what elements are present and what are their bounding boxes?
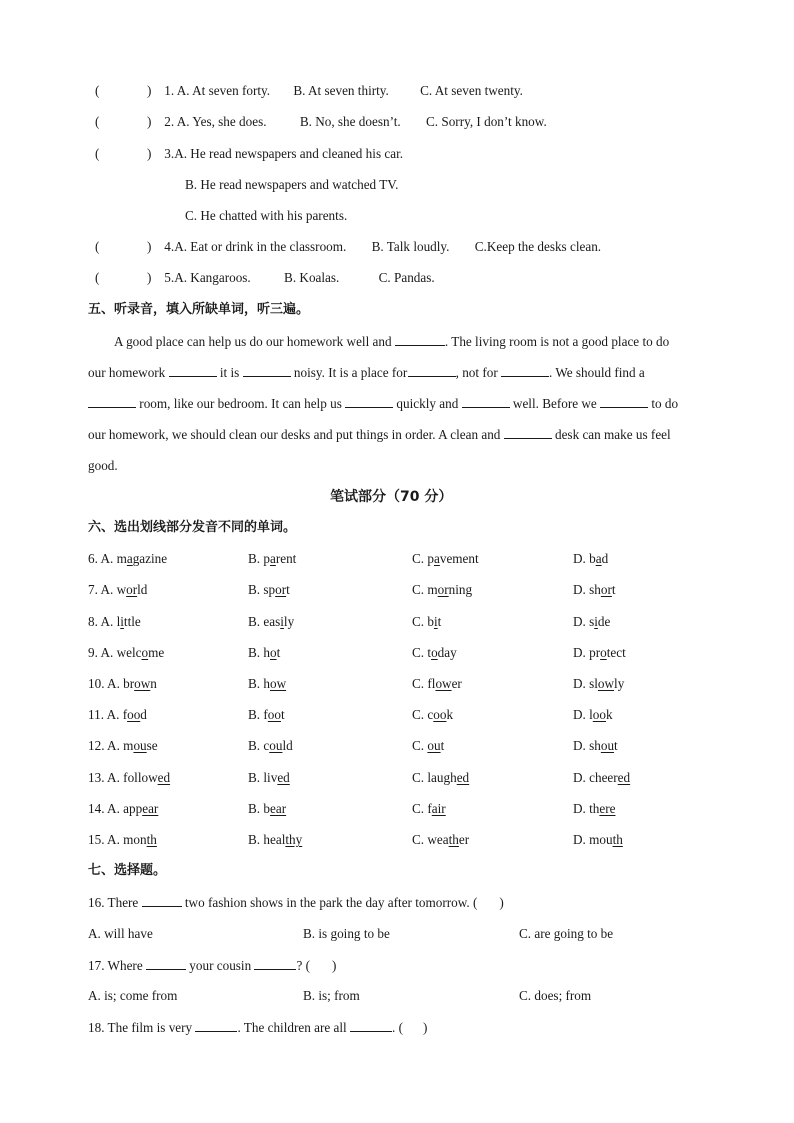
underlined-letters: oo [267,707,281,722]
question-text: 17. Where [88,958,143,973]
question-5 [95,269,435,287]
word-part: ly [614,676,625,691]
word-option-c [412,675,462,693]
blank-9[interactable] [600,394,648,408]
question-text: ? ( [296,958,311,973]
underlined-letters: ere [599,801,616,816]
underlined-letters: or [437,582,449,597]
underlined-letters: i [120,614,124,629]
underlined-letters: oo [433,707,447,722]
answer-bracket[interactable]: ( ) [95,146,152,161]
question-16 [88,893,504,912]
word-part: C. b [412,614,434,629]
word-part: C. f [412,801,432,816]
word-part: D. s [573,614,595,629]
word-part: app [123,801,143,816]
question-18 [88,1018,427,1037]
word-option-c [412,706,453,724]
word-part: D. sl [573,676,598,691]
word-option-a [88,644,164,662]
blank-1[interactable] [395,332,445,346]
blank-18b[interactable] [350,1018,392,1032]
option-a: A. Eat or drink in the classroom. [174,239,347,254]
item-number: 11. A. [88,707,120,722]
word-part: k [446,707,454,722]
word-option-d [573,613,610,631]
word-part: D. cheer [573,770,618,785]
word-part: n [150,676,157,691]
word-part: t [614,738,618,753]
word-part: br [123,676,135,691]
word-option-a [88,613,141,631]
word-part: tect [606,645,626,660]
word-part: t [280,707,285,722]
answer-bracket[interactable]: ( ) [95,270,152,285]
word-option-d [573,769,630,787]
cloze-line-2 [88,363,706,382]
underlined-letters: o [600,645,607,660]
word-option-c [412,800,446,818]
option-b: B. He read newspapers and watched TV. [185,177,399,192]
word-part: C. laugh [412,770,457,785]
word-part: D. th [573,801,600,816]
cloze-text: our homework, we should clean our desks and put things in order. A clean and [88,427,501,442]
word-option-a [88,831,157,849]
word-part: D. pr [573,645,601,660]
word-part: B. h [248,645,270,660]
word-option-c [412,737,444,755]
underlined-letters: ear [269,801,287,816]
blank-8[interactable] [462,394,510,408]
question-text: . ( [392,1020,403,1035]
word-part: ning [448,582,473,597]
underlined-letters: or [126,582,138,597]
underlined-letters: ou [269,738,283,753]
underlined-letters: oo [127,707,141,722]
word-part: follow [123,770,158,785]
word-part: t [286,582,290,597]
word-option-a [88,581,147,599]
question-17 [88,956,336,975]
word-part: mon [123,832,147,847]
word-part: C. p [412,551,434,566]
option-a: A. Yes, she does. [176,114,267,129]
underlined-letters: o [141,645,149,660]
question-3 [95,145,403,163]
word-part: m [116,551,127,566]
word-option-c [412,613,441,631]
cloze-text: to do [651,396,679,411]
answer-bracket[interactable]: ( ) [95,114,152,129]
option-a: A. will have [88,926,153,941]
word-part: rent [275,551,297,566]
option-c: C. He chatted with his parents. [185,208,348,223]
underlined-letters: ow [435,676,452,691]
underlined-letters: a [595,551,602,566]
underlined-letters: ow [269,676,287,691]
word-part: B. f [248,707,268,722]
option-c: C. does; from [519,988,592,1003]
question-text: 18. The film is very [88,1020,193,1035]
question-1 [95,82,523,100]
item-number: 15. A. [88,832,120,847]
option-a: A. is; come from [88,988,178,1003]
cloze-text: room, like our bedroom. It can help us [139,396,342,411]
word-option-d [573,706,613,724]
cloze-text: . We should find a [549,365,645,380]
word-part: er [458,832,470,847]
option-c: C. Pandas. [378,270,435,285]
cloze-text: quickly and [396,396,459,411]
question-2 [95,113,547,131]
word-part: C. t [412,645,432,660]
word-option-c [412,550,479,568]
word-part: w [116,582,127,597]
underlined-letters: a [269,551,276,566]
word-option-b [248,550,296,568]
word-option-d [573,737,618,755]
word-part: D. l [573,707,593,722]
word-part: C. m [412,582,438,597]
cloze-text: well. Before we [512,396,597,411]
cloze-text: it is [219,365,240,380]
word-option-d [573,675,624,693]
word-part: B. p [248,551,270,566]
word-part: t [611,582,616,597]
word-option-a [88,737,158,755]
word-part: C. c [412,707,434,722]
answer-bracket[interactable]: ( ) [95,83,152,98]
cloze-line-1 [88,332,706,351]
cloze-text: . The living room is not a good place to do [444,334,670,349]
item-number: 12. A. [88,738,120,753]
question-number: 2. [164,114,175,129]
word-option-d [573,831,623,849]
question-number: 1. [164,83,175,98]
item-number: 14. A. [88,801,120,816]
underlined-letters: thy [285,832,303,847]
word-part: de [597,614,611,629]
word-option-a [88,800,158,818]
underlined-letters: ow [597,676,615,691]
question-text: your cousin [189,958,252,973]
word-option-c [412,831,469,849]
question-text: two fashion shows in the park the day after tomorrow. ( [184,895,478,910]
item-number: 13. A. [88,770,120,785]
word-part: t [440,738,445,753]
option-b: B. At seven thirty. [293,83,389,98]
underlined-letters: air [431,801,446,816]
option-b: B. is going to be [303,926,390,941]
word-part: C. fl [412,676,436,691]
word-part: l [116,614,121,629]
option-b: B. No, she doesn’t. [299,114,401,129]
question-text: ) [332,958,337,973]
underlined-letters: th [146,832,157,847]
word-part: D. sh [573,738,601,753]
underlined-letters: o [431,645,438,660]
underlined-letters: o [269,645,277,660]
word-part: ly [283,614,295,629]
word-part: B. heal [248,832,286,847]
word-option-d [573,581,616,599]
word-option-b [248,675,286,693]
section-6-heading: 六、选出划线部分发音不同的单词。 [88,520,297,535]
question-text: 16. There [88,895,139,910]
word-option-d [573,550,608,568]
word-option-b [248,706,285,724]
written-part-title: 笔试部分（70 分） [330,489,453,505]
word-part: ld [137,582,148,597]
word-option-d [573,800,615,818]
blank-3[interactable] [243,363,291,377]
word-part: m [123,738,134,753]
word-part: t [437,614,442,629]
blank-5[interactable] [501,363,549,377]
word-option-c [412,769,469,787]
word-part: d [140,707,147,722]
word-part: k [605,707,613,722]
cloze-line-5: good. [88,458,118,473]
word-part: f [122,707,128,722]
underlined-letters: ed [456,770,470,785]
cloze-line-3 [88,394,706,413]
underlined-letters: ou [133,738,147,753]
underlined-letters: th [448,832,459,847]
blank-4[interactable] [408,363,456,377]
option-a: A. Kangaroos. [174,270,251,285]
word-part: welc [116,645,142,660]
question-text: ) [423,1020,428,1035]
word-option-b [248,737,293,755]
word-part: d [601,551,609,566]
word-part: D. b [573,551,596,566]
underlined-letters: a [126,551,133,566]
item-number: 7. A. [88,582,114,597]
word-part: se [146,738,158,753]
underlined-letters: oo [592,707,606,722]
word-option-c [412,581,472,599]
word-part: ttle [123,614,141,629]
underlined-letters: a [433,551,440,566]
blank-7[interactable] [345,394,393,408]
word-option-b [248,769,290,787]
word-option-b [248,831,302,849]
word-part: me [148,645,165,660]
cloze-text: , not for [455,365,498,380]
word-part: ld [282,738,293,753]
item-number: 6. A. [88,551,114,566]
word-part: er [451,676,462,691]
word-part: B. sp [248,582,276,597]
word-part: t [276,645,281,660]
word-part: day [437,645,457,660]
word-option-b [248,613,294,631]
underlined-letters: ow [134,676,151,691]
word-option-a [88,550,167,568]
question-text: ) [499,895,504,910]
question-4 [95,238,601,256]
question-number: 4. [164,239,175,254]
underlined-letters: ou [427,738,441,753]
underlined-letters: ed [157,770,171,785]
word-option-d [573,644,626,662]
option-c: C.Keep the desks clean. [474,239,602,254]
word-part: B. h [248,676,270,691]
word-option-a [88,675,157,693]
question-number: 3. [164,146,175,161]
blank-17a[interactable] [146,956,186,970]
word-option-b [248,800,286,818]
item-number: 9. A. [88,645,114,660]
word-option-c [412,644,457,662]
word-option-a [88,706,147,724]
option-c: C. At seven twenty. [420,83,523,98]
word-part: B. liv [248,770,278,785]
underlined-letters: or [600,582,612,597]
blank-10[interactable] [504,425,552,439]
word-part: B. b [248,801,270,816]
item-number: 10. A. [88,676,120,691]
word-part: vement [439,551,479,566]
option-b: B. is; from [303,988,360,1003]
blank-18a[interactable] [195,1018,237,1032]
underlined-letters: i [280,614,284,629]
underlined-letters: i [433,614,438,629]
word-option-a [88,769,170,787]
word-part: B. c [248,738,270,753]
underlined-letters: i [594,614,598,629]
section-7-heading: 七、选择题。 [88,863,167,878]
blank-16[interactable] [142,893,182,907]
word-part: C. [412,738,428,753]
underlined-letters: ear [142,801,159,816]
option-a: A. He read newspapers and cleaned his car. [174,146,404,161]
underlined-letters: ou [600,738,615,753]
question-text: . The children are all [237,1020,347,1035]
section-5-heading: 五、听录音，填入所缺单词，听三遍。 [88,302,310,317]
underlined-letters: ed [617,770,631,785]
item-number: 8. A. [88,614,114,629]
blank-2[interactable] [169,363,217,377]
word-part: gazine [132,551,168,566]
underlined-letters: or [275,582,287,597]
cloze-line-4 [88,425,706,444]
word-part: C. wea [412,832,449,847]
option-b: B. Talk loudly. [371,239,450,254]
option-c: C. are going to be [519,926,614,941]
blank-17b[interactable] [254,956,296,970]
question-number: 5. [164,270,175,285]
word-part: D. mou [573,832,613,847]
cloze-text: desk can make us feel [554,427,671,442]
cloze-text: our homework [88,365,166,380]
word-part: D. sh [573,582,601,597]
word-part: B. eas [248,614,281,629]
underlined-letters: th [612,832,623,847]
blank-6[interactable] [88,394,136,408]
word-option-b [248,581,290,599]
answer-bracket[interactable]: ( ) [95,239,152,254]
cloze-text: A good place can help us do our homework well and [114,334,392,349]
option-c: C. Sorry, I don’t know. [425,114,547,129]
option-a: A. At seven forty. [176,83,271,98]
word-option-b [248,644,280,662]
underlined-letters: ed [277,770,290,785]
option-b: B. Koalas. [284,270,340,285]
cloze-text: noisy. It is a place for [293,365,408,380]
